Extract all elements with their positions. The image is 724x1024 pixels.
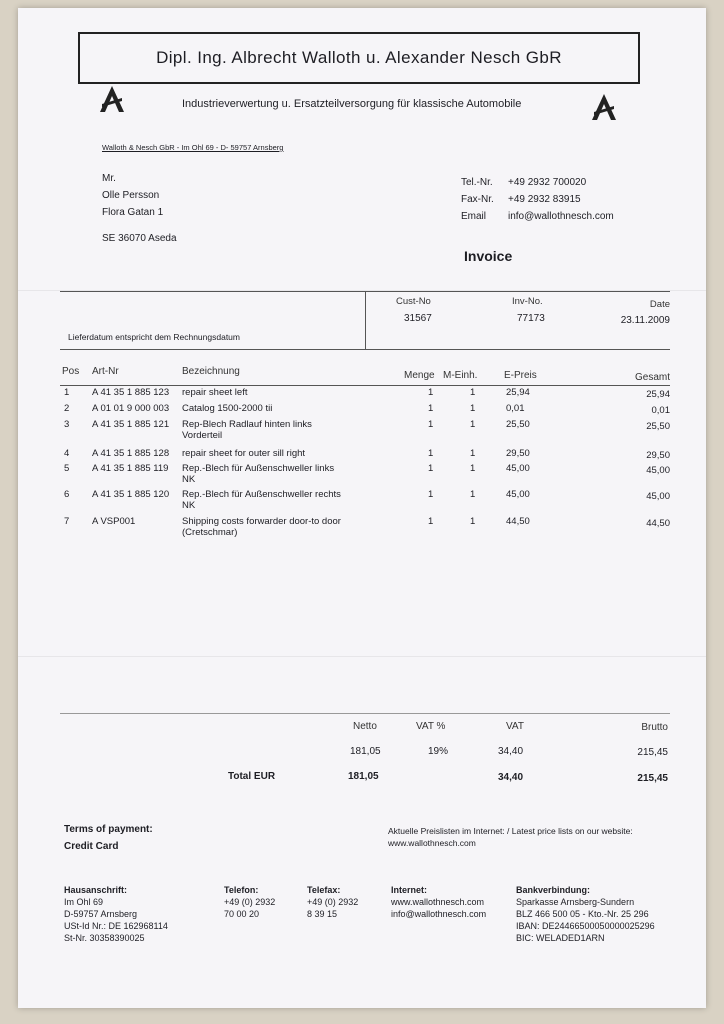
company-logo-icon [98,84,126,114]
footer-tax-no: St-Nr. 30358390025 [64,933,145,943]
inv-no-value: 77173 [517,313,545,324]
row-menge: 1 [428,419,434,430]
row-art-nr: A 41 35 1 885 128 [92,448,170,459]
footer-fax-label: Telefax: [307,885,341,895]
row-description-line: repair sheet for outer sill right [182,448,306,459]
recipient-street: Flora Gatan 1 [102,207,164,218]
vat-pct-label: VAT % [416,721,446,732]
row-pos: 2 [64,403,70,414]
row-menge: 1 [428,403,434,414]
vat-pct-value: 19% [428,746,449,757]
recipient-salutation: Mr. [102,173,116,184]
row-description [182,387,247,398]
total-label: Total EUR [228,771,276,782]
col-desc-header: Bezeichnung [182,366,240,377]
row-description [182,448,305,459]
row-gesamt: 25,50 [646,421,670,432]
row-preis: 29,50 [506,448,530,459]
row-description-line: Shipping costs forwarder door-to door [182,516,341,527]
col-gesamt-header: Gesamt [634,372,670,383]
table-header-line [60,385,670,386]
row-description [182,516,341,538]
meta-divider [365,291,366,349]
total-brutto: 215,45 [637,773,668,784]
company-logo-icon [590,92,618,122]
row-preis: 25,50 [506,419,530,430]
fold-line [18,656,706,657]
row-art-nr: A VSP001 [92,516,136,527]
col-art-nr-header: Art-Nr [92,366,119,377]
row-description-line: NK [182,474,196,485]
footer-phone-label: Telefon: [224,885,259,895]
brutto-value: 215,45 [637,747,668,758]
fax-value: +49 2932 83915 [508,194,581,205]
row-gesamt: 44,50 [646,518,670,529]
row-preis: 45,00 [506,463,530,474]
meta-bottom-line [60,349,670,350]
footer-address-line: D-59757 Arnsberg [64,909,138,919]
col-einh-header: M-Einh. [443,370,478,381]
tel-label: Tel.-Nr. [461,177,493,188]
row-pos: 7 [64,516,70,527]
row-preis: 45,00 [506,489,530,500]
row-gesamt: 29,50 [646,450,670,461]
footer-address-line: Im Ohl 69 [64,897,104,907]
row-description [182,419,312,441]
col-preis-header: E-Preis [504,370,537,381]
row-menge: 1 [428,448,434,459]
footer-address [64,884,168,944]
row-gesamt: 45,00 [646,465,670,476]
row-description-line: NK [182,500,196,511]
row-preis: 25,94 [506,387,530,398]
brutto-label: Brutto [641,722,668,733]
row-art-nr: A 41 35 1 885 120 [92,489,170,500]
row-einh: 1 [470,403,476,414]
row-preis: 44,50 [506,516,530,527]
inv-no-label: Inv-No. [512,296,543,307]
total-netto: 181,05 [348,771,379,782]
cust-no-value: 31567 [404,313,432,324]
delivery-note: Lieferdatum entspricht dem Rechnungsdatum [68,332,240,342]
footer-address-label: Hausanschrift: [64,885,128,895]
pricelist-url: www.wallothnesch.com [388,838,476,848]
totals-line [60,713,670,714]
recipient-city: SE 36070 Aseda [102,233,177,244]
footer-bic: BIC: WELADED1ARN [516,933,605,943]
row-einh: 1 [470,387,476,398]
col-pos-header: Pos [62,366,80,377]
contact-values [508,174,614,225]
row-description-line: Vorderteil [182,430,223,441]
row-pos: 5 [64,463,70,474]
recipient-address [102,170,177,247]
footer-bank-name: Sparkasse Arnsberg-Sundern [516,897,635,907]
contact-labels [461,174,494,225]
row-einh: 1 [470,516,476,527]
date-value: 23.11.2009 [620,315,670,326]
row-art-nr: A 41 35 1 885 119 [92,463,169,474]
netto-value: 181,05 [350,746,381,757]
terms-value: Credit Card [64,841,119,852]
vat-label: VAT [506,721,524,732]
row-preis: 0,01 [506,403,525,414]
vat-value: 34,40 [498,746,524,757]
row-einh: 1 [470,419,476,430]
row-pos: 1 [64,387,70,398]
terms-label: Terms of payment: [64,824,153,835]
footer-phone-line: +49 (0) 2932 [224,897,276,907]
row-menge: 1 [428,387,434,398]
sender-line: Walloth & Nesch GbR - Im Ohl 69 - D- 59757 Arnsberg [102,143,284,152]
row-description-line: (Cretschmar) [182,527,238,538]
company-name: Dipl. Ing. Albrecht Walloth u. Alexander Nesch GbR [156,48,562,67]
row-gesamt: 0,01 [651,405,670,416]
date-label: Date [649,299,670,310]
footer-iban: IBAN: DE24466500050000025296 [516,921,655,931]
footer-bank-label: Bankverbindung: [516,885,591,895]
row-gesamt: 45,00 [646,491,670,502]
row-art-nr: A 01 01 9 000 003 [92,403,170,414]
row-art-nr: A 41 35 1 885 123 [92,387,170,398]
footer-phone-line: 70 00 20 [224,909,260,919]
row-gesamt: 25,94 [646,389,670,400]
row-pos: 6 [64,489,70,500]
row-einh: 1 [470,448,476,459]
pricelist-line: Aktuelle Preislisten im Internet: / Latest price lists on our website: [388,826,633,836]
footer-fax-line: 8 39 15 [307,909,338,919]
netto-label: Netto [353,721,377,732]
recipient-name: Olle Persson [102,190,160,201]
company-title-box [78,32,640,84]
footer-fax [307,884,358,920]
row-description-line: Rep.-Blech für Außenschweller links [182,463,335,474]
total-vat: 34,40 [498,772,524,783]
row-description-line: Rep.-Blech für Außenschweller rechts [182,489,341,500]
row-description [182,403,272,414]
row-einh: 1 [470,489,476,500]
row-pos: 3 [64,419,70,430]
row-art-nr: A 41 35 1 885 121 [92,419,170,430]
footer-vat-id: USt-Id Nr.: DE 162968114 [64,921,168,931]
footer-email: info@wallothnesch.com [391,909,487,919]
row-menge: 1 [428,516,434,527]
row-menge: 1 [428,489,434,500]
footer-bank-account: BLZ 466 500 05 - Kto.-Nr. 25 296 [516,909,649,919]
row-pos: 4 [64,448,70,459]
row-einh: 1 [470,463,476,474]
invoice-paper [18,8,706,1008]
tel-value: +49 2932 700020 [508,177,587,188]
fax-label: Fax-Nr. [461,194,494,205]
cust-no-label: Cust-No [396,296,431,307]
row-description [182,489,341,511]
footer-fax-line: +49 (0) 2932 [307,897,359,907]
email-label: Email [461,211,487,222]
footer-internet-label: Internet: [391,885,427,895]
footer-internet [391,884,486,920]
row-description-line: Catalog 1500-2000 tii [182,403,273,414]
footer-website: www.wallothnesch.com [391,897,485,907]
company-subtitle: Industrieverwertung u. Ersatzteilversorgung für klassische Automobile [182,98,522,110]
row-description-line: repair sheet left [182,387,248,398]
row-description [182,463,334,485]
email-value: info@wallothnesch.com [508,211,614,222]
row-description-line: Rep-Blech Radlauf hinten links [182,419,312,430]
footer-bank [516,884,655,944]
row-menge: 1 [428,463,434,474]
footer-phone [224,884,275,920]
col-menge-header: Menge [404,370,435,381]
invoice-title: Invoice [464,248,513,264]
